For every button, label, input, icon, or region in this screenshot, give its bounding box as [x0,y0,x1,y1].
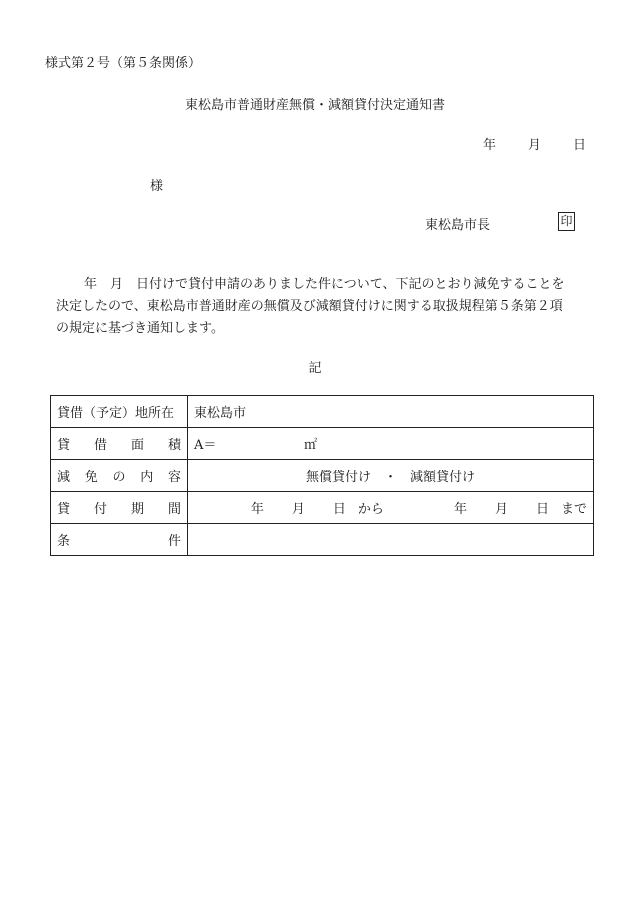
period-day-end: 日 [535,502,549,517]
location-label: 貸借（予定）地所在 [51,396,188,428]
area-label-char: 貸 [57,438,71,453]
row-conditions [51,524,594,556]
conditions-value [188,524,594,556]
period-until: まで [560,502,587,517]
date-line [483,134,586,153]
details-table [50,395,594,556]
period-label-char: 貸 [57,502,71,517]
body-line-1: 年 月 日付けで貸付申請のありました件について、下記のとおり減免することを [84,277,565,292]
period-day: 日 [332,502,346,517]
reduction-label [51,460,188,492]
body-line-3: の規定に基づき通知します。 [56,321,224,336]
period-year-end: 年 [453,502,467,517]
body-line-2: 決定したので、東松島市普通財産の無償及び減額貸付けに関する取扱規程第５条第２項 [56,299,563,314]
issuer-name: 東松島市長 [425,218,491,233]
period-from: から [357,502,384,517]
area-prefix: A＝ [194,438,217,453]
row-area [51,428,594,460]
reduction-label-char: 減 [57,470,71,485]
document-title: 東松島市普通財産無償・減額貸付決定通知書 [184,98,445,113]
conditions-label-char: 条 [57,534,71,549]
row-period [51,492,594,524]
reduction-value: 無償貸付け ・ 減額貸付け [188,460,594,492]
area-label [51,428,188,460]
form-number: 様式第２号（第５条関係） [45,56,202,71]
period-month-end: 月 [494,502,508,517]
area-unit: ㎡ [304,438,318,453]
period-year: 年 [250,502,264,517]
period-label-char: 間 [167,502,181,517]
date-month: 月 [527,138,541,153]
notice-body [56,274,588,340]
area-label-char: 積 [167,438,181,453]
date-year: 年 [482,138,496,153]
area-label-char: 面 [130,438,144,453]
period-label-char: 付 [93,502,107,517]
row-reduction [51,460,594,492]
reduction-label-char: の [112,470,126,485]
period-month: 月 [291,502,305,517]
period-label-char: 期 [130,502,144,517]
period-value [188,492,594,524]
location-value: 東松島市 [188,396,594,428]
period-label [51,492,188,524]
seal-mark: 印 [558,212,575,231]
date-day: 日 [572,138,586,153]
reduction-label-char: 内 [140,470,154,485]
row-location [51,396,594,428]
conditions-label [51,524,188,556]
reduction-label-char: 免 [84,470,98,485]
conditions-label-char: 件 [167,534,181,549]
area-value [188,428,594,460]
reduction-label-char: 容 [167,470,181,485]
area-label-char: 借 [93,438,107,453]
ki-heading: 記 [308,361,322,376]
addressee-suffix: 様 [150,179,164,194]
